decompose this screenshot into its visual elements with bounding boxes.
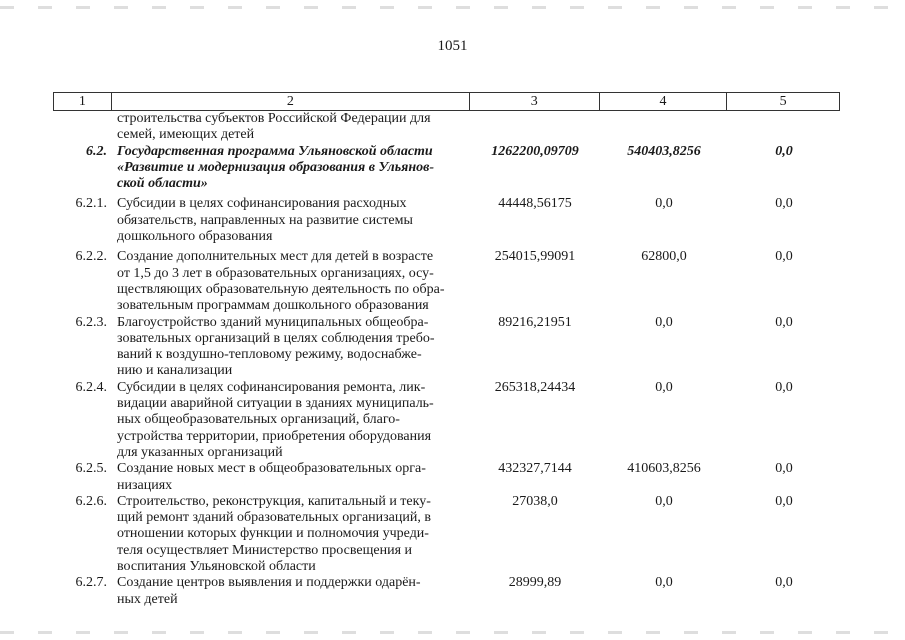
scan-edge-top	[0, 6, 905, 9]
value-column-3: 254015,99091	[494, 249, 576, 265]
row-description	[111, 461, 470, 494]
table-row	[53, 111, 840, 144]
description-line: Государственная программа Ульяновской области	[117, 143, 433, 159]
description-line: Благоустройство зданий муниципальных общеобра-	[117, 314, 429, 330]
row-number: 6.2.	[86, 143, 107, 159]
description-line: зовательным программам дошкольного образования	[117, 298, 429, 314]
table-row	[53, 575, 840, 608]
page-number: 1051	[437, 38, 468, 54]
value-column-5: 0,0	[775, 314, 793, 330]
row-number: 6.2.7.	[75, 575, 107, 591]
row-description	[111, 249, 470, 314]
value-column-3	[470, 111, 600, 144]
value-column-3: 27038,0	[512, 493, 558, 509]
description-line: щий ремонт зданий образовательных организаций, в	[117, 510, 431, 526]
value-column-3: 1262200,09709	[491, 143, 579, 159]
description-line: нию и канализации	[117, 363, 233, 379]
value-column-3: 432327,7144	[498, 461, 572, 477]
value-column-5: 0,0	[775, 461, 793, 477]
description-line: ных детей	[117, 591, 178, 607]
table-row	[53, 461, 840, 494]
row-description	[111, 380, 470, 461]
row-number: 6.2.2.	[75, 249, 107, 265]
description-line: отношении которых функции и полномочия учреди-	[117, 526, 429, 542]
row-description	[111, 196, 470, 245]
description-line: видации аварийной ситуации в зданиях муниципаль-	[117, 396, 434, 412]
table-row	[53, 196, 840, 245]
value-column-4: 0,0	[655, 493, 673, 509]
value-column-3: 89216,21951	[498, 314, 572, 330]
value-column-5: 0,0	[775, 379, 793, 395]
value-column-4: 410603,8256	[627, 461, 701, 477]
value-column-4: 0,0	[655, 314, 673, 330]
row-description	[111, 575, 470, 608]
description-line: ществляющих образовательную деятельность по обра-	[117, 281, 445, 297]
scan-edge-bottom	[0, 631, 905, 634]
description-line: Создание центров выявления и поддержки одарён-	[117, 575, 421, 591]
description-line: ваний к воздушно-тепловому режиму, водоснабже-	[117, 347, 422, 363]
row-description	[111, 494, 470, 575]
description-line: зовательных организаций в целях соблюдения требо-	[117, 330, 435, 346]
table-header-row	[53, 92, 840, 111]
value-column-5	[728, 111, 840, 144]
description-line: от 1,5 до 3 лет в образовательных организациях, осу-	[117, 265, 434, 281]
description-line: «Развитие и модернизация образования в Ульянов-	[117, 159, 435, 175]
row-number: 6.2.6.	[75, 493, 107, 509]
table-row	[53, 144, 840, 193]
table-row	[53, 315, 840, 380]
description-line: Субсидии в целях софинансирования ремонта, лик-	[117, 379, 426, 395]
value-column-5: 0,0	[775, 143, 793, 159]
column-header-3: 3	[470, 93, 600, 110]
description-line: для указанных организаций	[117, 444, 283, 460]
table-row	[53, 249, 840, 314]
description-line: воспитания Ульяновской области	[117, 559, 316, 575]
column-header-4: 4	[600, 93, 728, 110]
column-header-5: 5	[779, 94, 787, 109]
table-row	[53, 494, 840, 575]
value-column-5: 0,0	[775, 493, 793, 509]
row-number	[53, 111, 111, 144]
value-column-4	[600, 111, 728, 144]
description-line: Строительство, реконструкция, капитальный и теку-	[117, 493, 431, 509]
description-line: Субсидии в целях софинансирования расходных	[117, 196, 407, 212]
value-column-3: 265318,24434	[494, 379, 576, 395]
row-description	[111, 111, 470, 144]
value-column-4: 0,0	[655, 575, 673, 591]
description-line: низациях	[117, 477, 173, 493]
row-description	[111, 144, 470, 193]
value-column-4: 0,0	[655, 196, 673, 212]
table-body	[53, 111, 840, 608]
row-number: 6.2.4.	[75, 379, 107, 395]
value-column-5: 0,0	[775, 575, 793, 591]
value-column-4: 62800,0	[641, 249, 687, 265]
row-description	[111, 315, 470, 380]
table-row	[53, 380, 840, 461]
value-column-5: 0,0	[775, 249, 793, 265]
budget-table	[53, 92, 840, 608]
description-line: ных общеобразовательных организаций, благо-	[117, 412, 400, 428]
column-header-1: 1	[54, 93, 112, 110]
row-number: 6.2.1.	[75, 196, 107, 212]
column-header-2: 2	[112, 93, 470, 110]
description-line: Создание новых мест в общеобразовательных орга-	[117, 461, 426, 477]
value-column-3: 28999,89	[508, 575, 562, 591]
description-line: семей, имеющих детей	[117, 127, 255, 143]
description-line: дошкольного образования	[117, 229, 273, 245]
value-column-3: 44448,56175	[498, 196, 572, 212]
description-line: теля осуществляет Министерство просвещения и	[117, 542, 413, 558]
description-line: обязательств, направленных на развитие системы	[117, 212, 413, 228]
value-column-4: 0,0	[655, 379, 673, 395]
value-column-5: 0,0	[775, 196, 793, 212]
description-line: строительства субъектов Российской Федерации для	[117, 111, 431, 126]
description-line: ской области»	[117, 176, 208, 192]
row-number: 6.2.5.	[75, 461, 107, 477]
row-number: 6.2.3.	[75, 314, 107, 330]
description-line: устройства территории, приобретения оборудования	[117, 428, 432, 444]
value-column-4: 540403,8256	[627, 143, 701, 159]
description-line: Создание дополнительных мест для детей в возрасте	[117, 249, 434, 265]
